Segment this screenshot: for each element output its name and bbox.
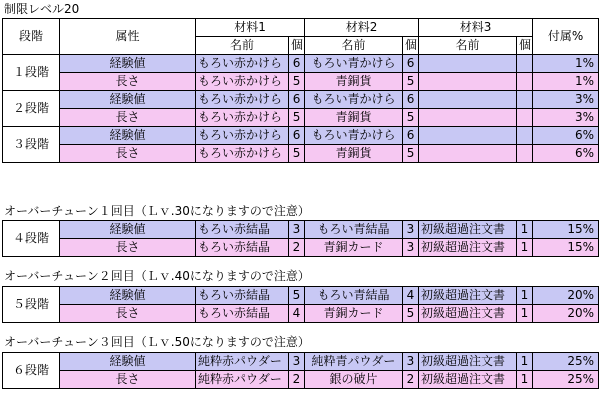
material1-count: 2 [289,371,305,389]
attr-cell: 経験値 [60,221,196,239]
material3-count [517,127,533,145]
attr-cell: 長さ [60,73,196,91]
material2-name: 青銅貨 [305,73,403,91]
stage-label: ３段階 [3,127,60,163]
material1-name: もろい赤結晶 [196,239,289,257]
table-row [3,353,599,371]
material3-count [517,55,533,73]
bonus-percent: 20% [533,287,599,305]
material2-name: 青銅貨 [305,145,403,163]
material3-name [419,145,517,163]
material-table-main [2,18,599,163]
material3-count: 1 [517,221,533,239]
table-row [3,221,599,239]
attr-cell: 経験値 [60,55,196,73]
table-row [3,91,599,109]
material2-name: 青銅カード [305,239,403,257]
stage-label: １段階 [3,55,60,91]
material2-name: 純粋青パウダー [305,353,403,371]
material1-count: 6 [289,55,305,73]
material1-name: もろい赤かけら [196,73,289,91]
bonus-percent: 1% [533,73,599,91]
material2-count: 6 [403,127,419,145]
attr-cell: 長さ [60,305,196,323]
material1-count: 6 [289,127,305,145]
attr-cell: 経験値 [60,287,196,305]
material1-name: もろい赤結晶 [196,287,289,305]
material1-name: もろい赤かけら [196,127,289,145]
table-row [3,145,599,163]
material1-count: 3 [289,353,305,371]
table-row [3,305,599,323]
material1-count: 5 [289,287,305,305]
material2-count: 3 [403,221,419,239]
material2-name: もろい青結晶 [305,287,403,305]
bonus-percent: 3% [533,109,599,127]
material1-name: もろい赤かけら [196,145,289,163]
header-attr: 属性 [60,19,196,55]
material2-count: 5 [403,305,419,323]
stage-label: ２段階 [3,91,60,127]
material-table-overtune-3 [2,352,599,389]
material2-count: 4 [403,287,419,305]
attr-cell: 経験値 [60,91,196,109]
material2-name: 青銅カード [305,305,403,323]
bonus-percent: 25% [533,371,599,389]
table-row [3,127,599,145]
material3-name: 初級超過注文書 [419,305,517,323]
material1-name: 純粋赤パウダー [196,353,289,371]
header-name: 名前 [419,37,517,55]
material2-name: もろい青結晶 [305,221,403,239]
bonus-percent: 25% [533,353,599,371]
material2-count: 3 [403,353,419,371]
material3-name: 初級超過注文書 [419,221,517,239]
material3-count [517,73,533,91]
attr-cell: 長さ [60,109,196,127]
material3-count: 1 [517,287,533,305]
bonus-percent: 20% [533,305,599,323]
material3-name [419,127,517,145]
material3-count [517,109,533,127]
stage-label: ４段階 [3,221,60,257]
material2-count: 6 [403,91,419,109]
overtune-caption-2: オーバーチューン２回目（Ｌｖ.40になりますので注意） [4,269,310,283]
material3-name: 初級超過注文書 [419,239,517,257]
material1-name: もろい赤かけら [196,55,289,73]
attr-cell: 長さ [60,239,196,257]
material2-count: 5 [403,145,419,163]
table-row [3,73,599,91]
material3-name [419,109,517,127]
material2-name: もろい青かけら [305,127,403,145]
material3-name [419,91,517,109]
material2-count: 3 [403,239,419,257]
material3-count: 1 [517,305,533,323]
attr-cell: 長さ [60,371,196,389]
material2-name: 青銅貨 [305,109,403,127]
attr-cell: 長さ [60,145,196,163]
table-row [3,109,599,127]
overtune-caption-1: オーバーチューン１回目（Ｌｖ.30になりますので注意） [4,204,310,218]
bonus-percent: 3% [533,91,599,109]
material3-name [419,55,517,73]
material1-name: もろい赤結晶 [196,221,289,239]
material3-count [517,91,533,109]
bonus-percent: 1% [533,55,599,73]
material1-count: 6 [289,91,305,109]
header-mat3: 材料3 [419,19,533,37]
stage-label: ６段階 [3,353,60,389]
bonus-percent: 6% [533,145,599,163]
material2-count: 6 [403,55,419,73]
header-bonus: 付属% [533,19,599,55]
table-row [3,239,599,257]
header-name: 名前 [305,37,403,55]
header-mat2: 材料2 [305,19,419,37]
header-stage: 段階 [3,19,60,55]
material1-name: 純粋赤パウダー [196,371,289,389]
material1-count: 5 [289,109,305,127]
bonus-percent: 6% [533,127,599,145]
material2-count: 2 [403,371,419,389]
material3-count: 1 [517,239,533,257]
attr-cell: 経験値 [60,353,196,371]
header-count: 個 [403,37,419,55]
material3-count: 1 [517,353,533,371]
material-table-overtune-2 [2,286,599,323]
material1-count: 5 [289,73,305,91]
material2-count: 5 [403,73,419,91]
material3-count: 1 [517,371,533,389]
attr-cell: 経験値 [60,127,196,145]
material2-name: もろい青かけら [305,55,403,73]
material1-count: 4 [289,305,305,323]
material1-name: もろい赤かけら [196,91,289,109]
stage-label: ５段階 [3,287,60,323]
material1-name: もろい赤結晶 [196,305,289,323]
material-table-overtune-1 [2,220,599,257]
bonus-percent: 15% [533,221,599,239]
page-title: 制限レベル20 [4,2,80,16]
header-count: 個 [517,37,533,55]
bonus-percent: 15% [533,239,599,257]
table-row [3,55,599,73]
material2-name: 銀の破片 [305,371,403,389]
header-mat1: 材料1 [196,19,305,37]
header-name: 名前 [196,37,289,55]
material1-count: 3 [289,221,305,239]
material2-count: 5 [403,109,419,127]
material3-name: 初級超過注文書 [419,353,517,371]
table-row [3,287,599,305]
material2-name: もろい青かけら [305,91,403,109]
material1-count: 2 [289,239,305,257]
material3-count [517,145,533,163]
material3-name: 初級超過注文書 [419,371,517,389]
header-count: 個 [289,37,305,55]
material3-name: 初級超過注文書 [419,287,517,305]
material1-name: もろい赤かけら [196,109,289,127]
material1-count: 5 [289,145,305,163]
material3-name [419,73,517,91]
overtune-caption-3: オーバーチューン３回目（Ｌｖ.50になりますので注意） [4,335,310,349]
table-row [3,371,599,389]
